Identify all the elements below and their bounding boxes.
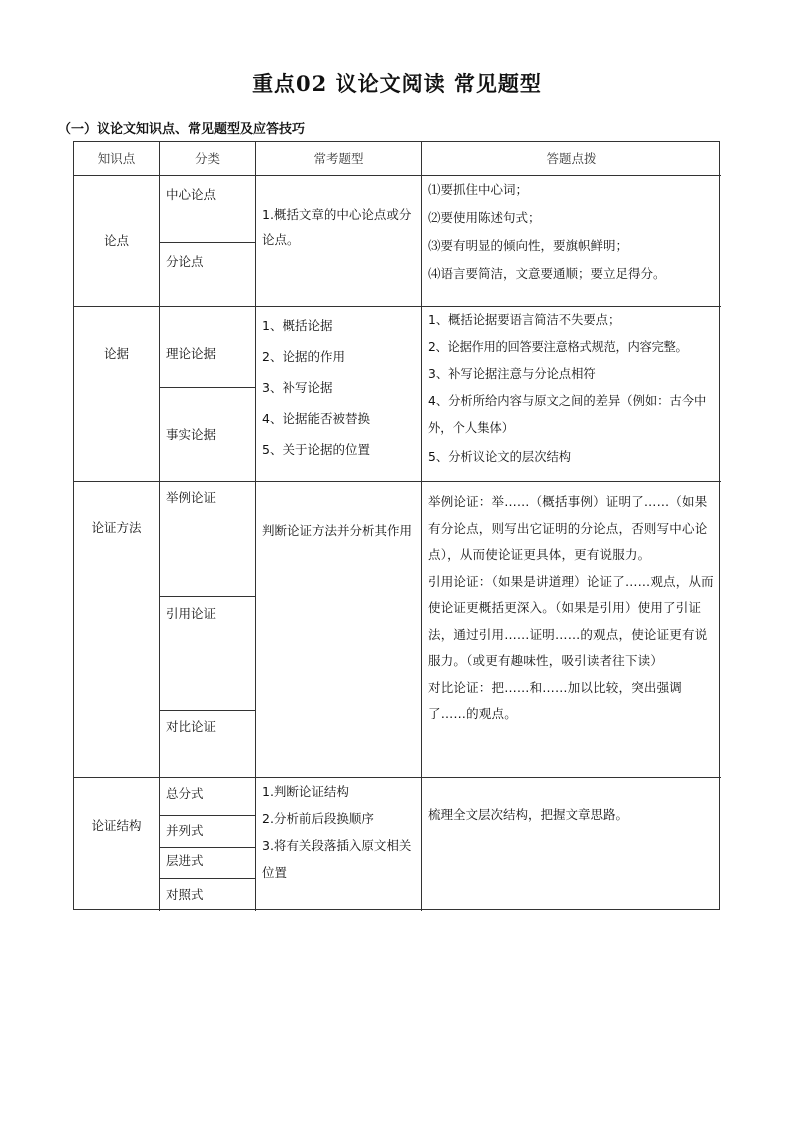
question-type-line: 1.判断论证结构 — [262, 784, 349, 799]
question-type-cell — [255, 481, 421, 777]
category-cell: 对比论证 — [159, 710, 255, 777]
question-type-line: 2.分析前后段换顺序 — [262, 811, 374, 826]
question-type-line: 2、论据的作用 — [262, 349, 345, 364]
topic-cell: 论证方法 — [74, 481, 159, 777]
tip-line: 梳理全文层次结构，把握文章思路。 — [428, 807, 629, 822]
category-cell: 分论点 — [159, 242, 255, 306]
category-cell: 理论论据 — [159, 306, 255, 387]
tips-cell — [421, 481, 721, 777]
knowledge-table — [73, 141, 720, 910]
topic-cell: 论据 — [74, 306, 159, 481]
tips-cell — [421, 777, 721, 911]
section-heading: （一）议论文知识点、常见题型及应答技巧 — [58, 122, 306, 137]
question-type-cell — [255, 175, 421, 306]
header-answer-tips: 答题点拨 — [421, 142, 721, 175]
topic-cell: 论点 — [74, 175, 159, 306]
category-cell: 事实论据 — [159, 387, 255, 481]
page-title: 重点02 议论文阅读 常见题型 — [252, 71, 542, 96]
question-type-text: 1.概括文章的中心论点或分论点。 — [262, 207, 412, 247]
question-type-line: 3.将有关段落插入原文相关位置 — [262, 838, 412, 880]
question-type-line: 1、概括论据 — [262, 318, 333, 333]
category-cell: 对照式 — [159, 878, 255, 911]
tip-line: ⑴要抓住中心词； — [428, 182, 529, 197]
tip-paragraph: 引用论证：（如果是讲道理）论证了……观点，从而使论证更概括更深入。（如果是引用）使用了引证法，通过引用……证明……的观点，使论证更有说服力。（或更有趣味性，吸引读者往下读） — [428, 573, 714, 668]
tip-line: 2、论据作用的回答要注意格式规范，内容完整。 — [428, 340, 688, 354]
question-type-cell — [255, 306, 421, 481]
topic-cell: 论证结构 — [74, 777, 159, 911]
question-type-line: 4、论据能否被替换 — [262, 411, 370, 426]
tip-line: ⑵要使用陈述句式； — [428, 210, 541, 225]
question-type-line: 5、关于论据的位置 — [262, 442, 370, 457]
tips-cell — [421, 175, 721, 306]
tip-line: 4、分析所给内容与原文之间的差异（例如：古今中外，个人集体） — [428, 394, 707, 435]
question-type-text: 判断论证方法并分析其作用 — [262, 523, 413, 538]
header-category: 分类 — [159, 142, 255, 175]
category-cell: 层进式 — [159, 847, 255, 878]
question-type-cell — [255, 777, 421, 911]
category-cell: 举例论证 — [159, 481, 255, 596]
category-cell: 并列式 — [159, 815, 255, 847]
tip-paragraph: 对比论证：把……和……加以比较，突出强调了……的观点。 — [428, 679, 683, 721]
question-type-line: 3、补写论据 — [262, 380, 333, 395]
tip-line: ⑶要有明显的倾向性，要旗帜鲜明； — [428, 238, 629, 253]
tip-line: 5、分析议论文的层次结构 — [428, 450, 572, 464]
category-cell: 中心论点 — [159, 175, 255, 242]
category-cell: 总分式 — [159, 777, 255, 815]
header-knowledge-point: 知识点 — [97, 150, 136, 166]
tip-paragraph: 举例论证：举……（概括事例）证明了……（如果有分论点，则写出它证明的分论点，否则写中心论点），从而使论证更具体，更有说服力。 — [428, 494, 708, 562]
category-cell: 引用论证 — [159, 596, 255, 710]
tip-line: ⑷语言要简洁，文意要通顺；要立足得分。 — [428, 266, 666, 281]
header-question-type: 常考题型 — [255, 142, 421, 175]
tips-cell — [421, 306, 721, 481]
tip-line: 3、补写论据注意与分论点相符 — [428, 367, 596, 381]
tip-line: 1、概括论据要语言简洁不失要点； — [428, 313, 621, 327]
